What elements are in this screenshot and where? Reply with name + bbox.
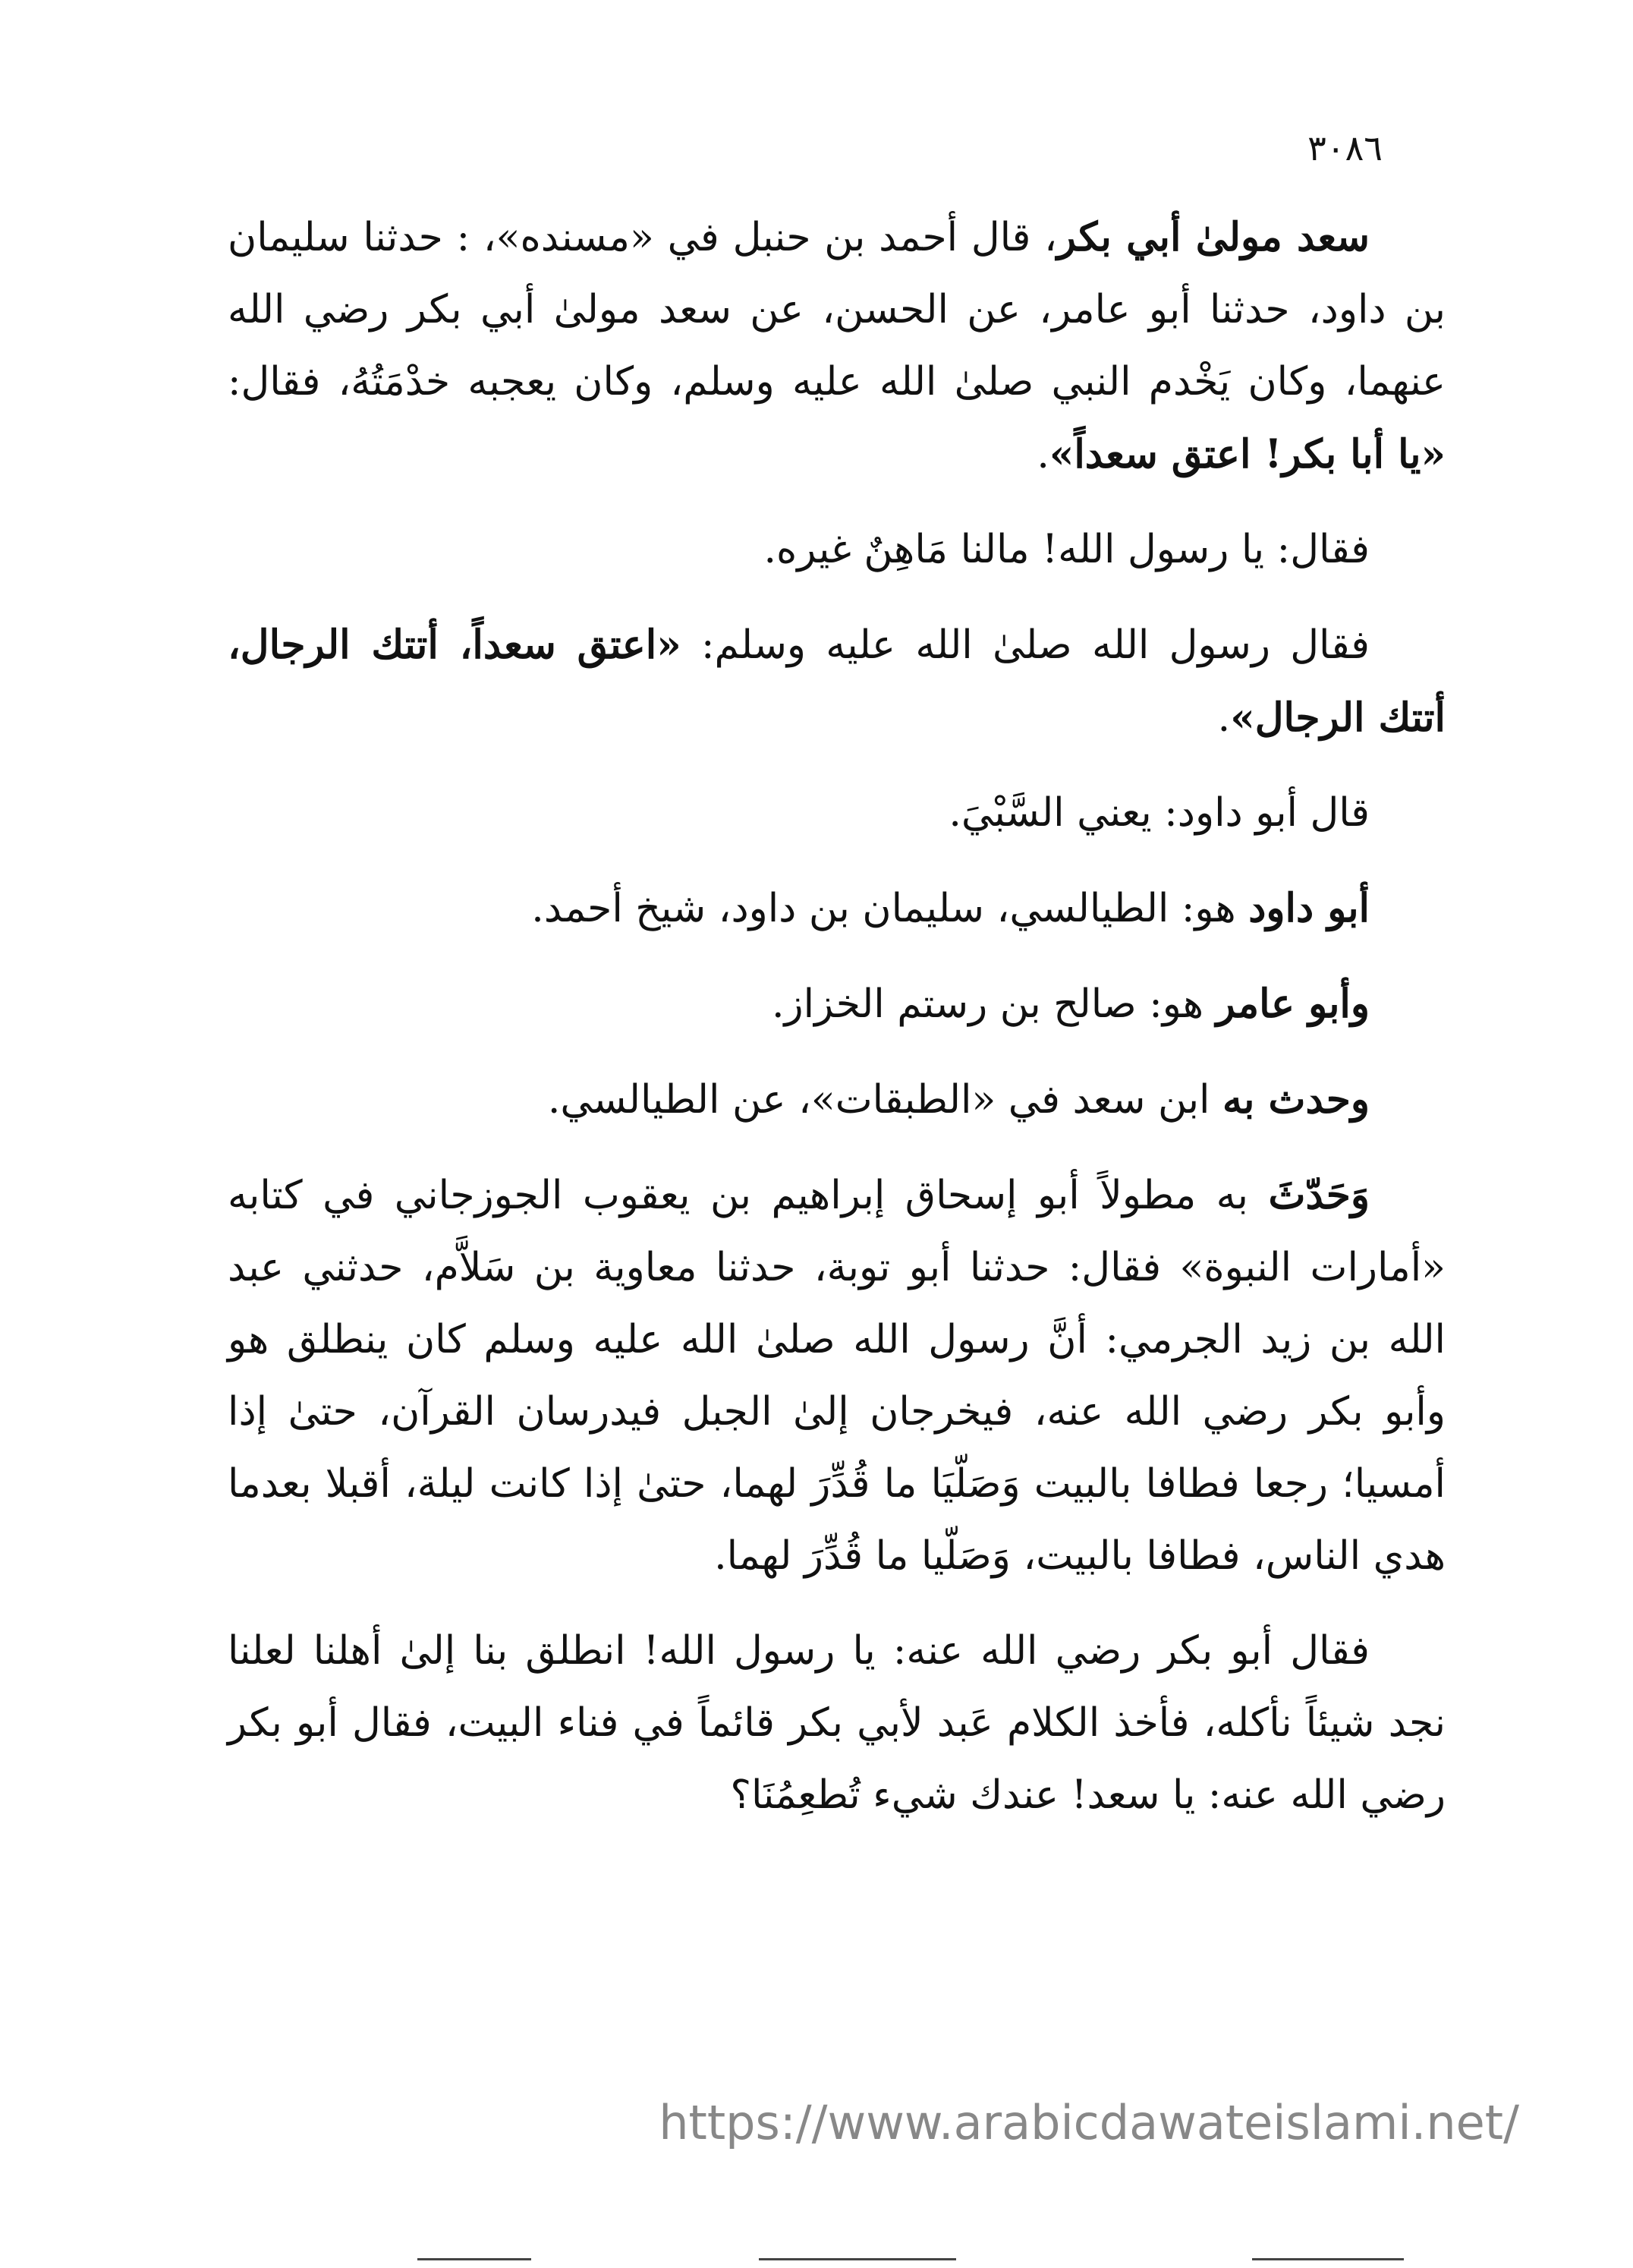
paragraph [228, 1159, 1446, 1592]
body-text: ابن سعد في «الطبقات»، عن الطيالسي. [547, 1077, 1223, 1123]
body-text: فقال أبو بكر رضي الله عنه: يا رسول الله! انطلق بنا إلىٰ أهلنا لعلنا نجد شيئاً نأكله، فأخذ الكلام عَبد لأبي بكر قائماً في فناء البيت، فقال أبو بكر رضي الله عنه: يا سعد! عندك شيء تُطعِمُنَا؟ [228, 1628, 1446, 1818]
body-text: ، قال أحمد بن حنبل في «مسنده»، : حدثنا سليمان بن داود، حدثنا أبو عامر، عن الحسن، عن سعد مولىٰ أبي بكر رضي الله عنهما، وكان يَخْدم النبي صلىٰ الله عليه وسلم، وكان يعجبه خدْمَتُهُ، فقال: [228, 215, 1446, 405]
bold-text: وَحَدّثَ [1268, 1172, 1370, 1218]
paragraph [228, 201, 1446, 491]
body-text: قال أبو داود: يعني السَّبْيَ. [949, 790, 1370, 836]
bold-text: أبو داود [1248, 885, 1370, 931]
body-text: به مطولاً أبو إسحاق إبراهيم بن يعقوب الجوزجاني في كتابه «أمارات النبوة» فقال: حدثنا أبو توبة، حدثنا معاوية بن سَلاَّم، حدثني عبد الله بن زيد الجرمي: أنَّ رسول الله صلىٰ الله عليه وسلم كان ينطلق هو وأبو بكر رضي الله عنه، فيخرجان إلىٰ الجبل فيدرسان القرآن، حتىٰ إذا أمسيا؛ رجعا فطافا بالبيت وَصَلّيَا ما قُدِّرَ لهما، حتىٰ إذا كانت ليلة، أقبلا بعدما هدي الناس، فطافا بالبيت، وَصَلّيا ما قُدِّرَ لهما. [228, 1173, 1446, 1579]
bottom-rule [417, 2258, 531, 2260]
paragraph [228, 514, 1446, 586]
bold-text: سعد مولىٰ أبي بكر [1056, 214, 1370, 260]
body-text: هو: الطيالسي، سليمان بن داود، شيخ أحمد. [531, 886, 1249, 931]
paragraph [228, 872, 1446, 945]
bold-text: وحدث به [1222, 1076, 1370, 1123]
body-text: . [1217, 695, 1231, 741]
bottom-rule [1252, 2258, 1404, 2260]
watermark-url: https://www.arabicdawateislami.net/ [659, 2095, 1519, 2150]
paragraph [228, 1063, 1446, 1136]
body-text: فقال: يا رسول الله! مالنا مَاهِنٌ غيره. [763, 527, 1370, 572]
paragraph [228, 968, 1446, 1041]
bold-text: وأبو عامر [1216, 981, 1370, 1027]
paragraph [228, 777, 1446, 849]
paragraph [228, 609, 1446, 754]
page-body [228, 201, 1446, 1854]
paragraph [228, 1615, 1446, 1832]
body-text: . [1037, 432, 1049, 477]
body-text: فقال رسول الله صلىٰ الله عليه وسلم: [681, 622, 1370, 668]
bottom-rule [759, 2258, 956, 2260]
body-text: هو: صالح بن رستم الخزاز. [772, 981, 1216, 1027]
bold-text: «اعتق سعداً، أتتك الرجال، أتتك الرجال» [228, 622, 1446, 741]
bold-text: «يا أبا بكر! اعتق سعداً» [1049, 431, 1446, 477]
page-number: ٣٠٨٦ [1307, 128, 1383, 169]
